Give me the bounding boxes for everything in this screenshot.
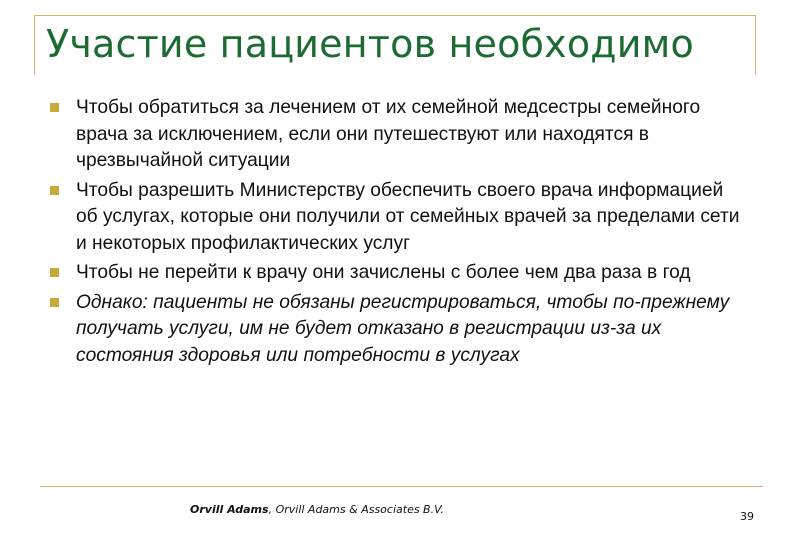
bullet-item-3: [50, 260, 750, 287]
bullet-item-1: [50, 95, 750, 175]
bullet-text: Чтобы не перейти к врачу они зачислены с более чем два раза в год: [76, 262, 691, 283]
bullet-text: Чтобы разрешить Министерству обеспечить своего врача информацией об услугах, которые они получили от семейных врачей за пределами сети и некоторых профилактических услуг: [76, 179, 740, 254]
bullet-text: Однако: пациенты не обязаны регистрироваться, чтобы по-прежнему получать услуги, им не будет отказано в регистрации из-за их состояния здоровья или потребности в услугах: [76, 291, 730, 366]
square-bullet-icon: [50, 186, 59, 195]
bullet-text: Чтобы обратиться за лечением от их семейной медсестры семейного врача за исключением, если они путешествуют или находятся в чрезвычайной ситуации: [76, 97, 701, 171]
slide-title: Участие пациентов необходимо: [46, 22, 694, 66]
title-frame-right-rule: [755, 15, 756, 75]
bullet-item-4: [50, 290, 750, 370]
footer-affiliation: , Orvill Adams & Associates B.V.: [268, 503, 444, 516]
page-number: 39: [740, 510, 754, 523]
square-bullet-icon: [50, 103, 59, 112]
footer-credit: [190, 503, 444, 516]
footer-rule: [40, 486, 763, 487]
title-frame-top-rule: [34, 15, 756, 16]
bullet-item-2: [50, 178, 750, 258]
square-bullet-icon: [50, 268, 59, 277]
square-bullet-icon: [50, 298, 59, 307]
footer-author: Orvill Adams: [190, 503, 269, 516]
bullet-list: [50, 95, 750, 372]
title-frame-left-rule: [34, 15, 35, 75]
